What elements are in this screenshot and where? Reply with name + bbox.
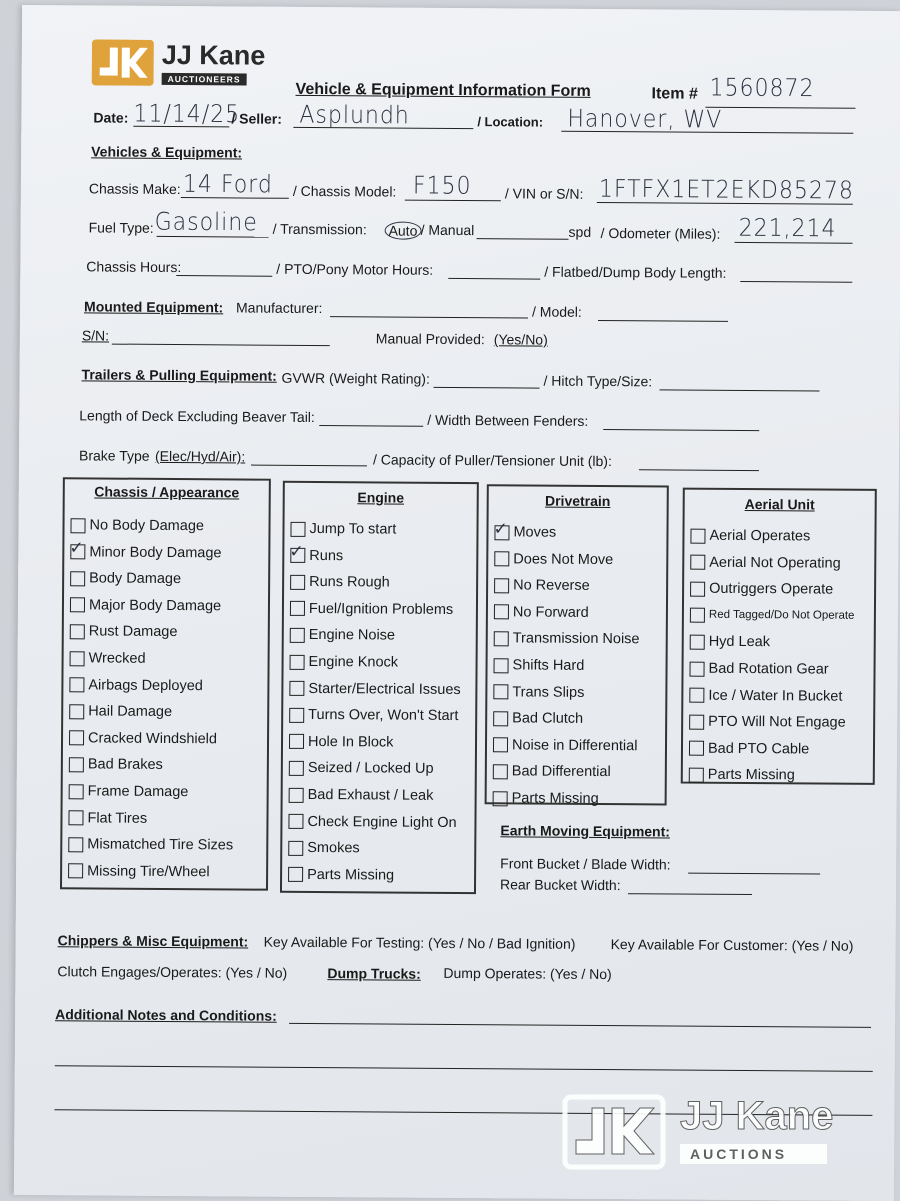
checkbox-label: Red Tagged/Do Not Operate [708,609,855,623]
checkbox[interactable] [289,787,304,802]
checkbox-label: Body Damage [89,570,182,588]
checkbox-label: Moves [513,524,557,541]
chassis-item [68,836,233,853]
checkbox[interactable] [69,704,84,719]
manufacturer-label: Manufacturer: [236,299,323,317]
brand-subtitle: AUCTIONEERS [162,73,247,86]
gvwr-label: GVWR (Weight Rating): [281,369,430,387]
checkbox-label: Hole In Block [307,733,394,751]
engine-item [290,521,396,538]
dump-trucks-heading: Dump Trucks: [327,965,421,982]
chippers-heading: Chippers & Misc Equipment: [57,932,249,950]
checkbox[interactable] [690,555,705,570]
checkbox[interactable] [288,841,303,856]
checkbox[interactable] [494,605,509,620]
engine-box-title: Engine [357,489,405,506]
aerial-box-title: Aerial Unit [744,495,815,513]
engine-item [289,734,394,751]
checkbox[interactable] [689,741,704,756]
checkbox[interactable] [493,764,508,779]
checkbox[interactable] [288,814,303,829]
chassis-item [70,650,146,667]
checkbox-label: Rust Damage [88,623,178,641]
checkbox-label: Minor Body Damage [89,544,222,561]
transmission-label: / Transmission: [272,220,367,238]
engine-item [290,654,399,671]
drivetrain-item [493,790,599,807]
checkbox-label: Jump To start [309,520,397,538]
drivetrain-box-title: Drivetrain [544,492,611,510]
engine-item [289,680,460,697]
checkbox[interactable] [690,581,705,596]
check-mark-icon: ✓ [493,518,508,539]
fender-width-label: / Width Between Fenders: [427,411,589,429]
checkbox[interactable] [70,624,85,639]
dump-operates-label: Dump Operates: (Yes / No) [443,964,612,983]
checkbox-label: Runs [309,547,344,564]
watermark-subtitle: AUCTIONS [680,1144,827,1164]
drivetrain-item [493,518,557,541]
checkbox[interactable] [290,628,305,643]
form-title: Vehicle & Equipment Information Form [295,80,591,100]
checkbox-label: Runs Rough [309,574,390,591]
aerial-item [690,528,810,545]
chassis-item [70,597,221,614]
chassis-model-value: F150 [412,172,472,201]
chassis-make-label: Chassis Make: [88,180,181,198]
checkbox-label: Shifts Hard [512,657,585,674]
chassis-item [70,570,181,587]
model-label: / Model: [531,303,582,320]
checkbox-label: Ice / Water In Bucket [708,687,843,705]
item-number: 1560872 [709,74,815,103]
checkbox[interactable] [68,810,83,825]
checkbox-label: Bad Exhaust / Leak [307,786,434,804]
aerial-item [690,607,855,623]
vehicles-heading: Vehicles & Equipment: [91,143,243,161]
checkbox-label: Bad PTO Cable [707,740,810,758]
check-mark-icon: ✓ [289,541,304,563]
checkbox[interactable] [289,541,305,563]
notes-heading: Additional Notes and Conditions: [55,1006,277,1024]
vin-label: / VIN or S/N: [504,185,584,202]
checkbox[interactable] [70,571,85,586]
chassis-item [69,703,172,720]
checkbox-label: Transmission Noise [512,630,640,648]
engine-item [290,574,390,591]
checkbox-label: Trans Slips [512,683,585,701]
watermark-brand: JJ Kane [680,1094,834,1138]
pto-hours-label: / PTO/Pony Motor Hours: [276,260,434,278]
checkbox[interactable] [288,867,303,882]
drivetrain-item [494,631,640,648]
engine-item [289,760,434,777]
aerial-unit-box [681,488,877,785]
sn-label: S/N: [81,327,110,344]
aerial-item [689,661,828,678]
checkbox[interactable] [690,528,705,543]
checkbox[interactable] [290,575,305,590]
engine-item [290,627,395,644]
spd-label: spd [568,223,592,240]
checkbox-label: Major Body Damage [88,597,222,615]
deck-length-label: Length of Deck Excluding Beaver Tail: [79,407,315,425]
checkbox-label: Turns Over, Won't Start [308,707,459,725]
checkbox-label: Seized / Locked Up [307,760,434,778]
drivetrain-item [493,737,638,754]
aerial-item [689,687,842,704]
checkbox-label: No Forward [512,604,589,621]
odometer-value: 221,214 [738,214,837,243]
chassis-item [69,783,189,800]
engine-item [290,601,453,618]
checkbox-label: Cracked Windshield [87,730,218,748]
date-label: Date: [93,109,129,126]
checkbox[interactable] [290,601,305,616]
chassis-hours-label: Chassis Hours: [86,258,182,276]
checkbox[interactable] [289,734,304,749]
chassis-box-title: Chassis / Appearance [94,483,240,501]
checkbox-label: Aerial Not Operating [709,554,841,572]
chassis-item [69,757,163,774]
engine-item [289,541,344,564]
trailers-heading: Trailers & Pulling Equipment: [81,366,277,384]
checkbox-label: Aerial Operates [709,527,811,545]
manual-provided-options: (Yes/No) [493,331,548,348]
engine-item [289,707,458,724]
jk-watermark-icon [562,1094,666,1170]
checkbox[interactable] [493,791,508,806]
hitch-label: / Hitch Type/Size: [543,372,653,390]
drivetrain-item [493,710,583,727]
earth-moving-heading: Earth Moving Equipment: [500,822,671,840]
checkbox-label: Wrecked [88,650,146,667]
transmission-manual: / Manual [420,221,475,239]
checkbox[interactable] [69,731,84,746]
drivetrain-item [494,577,590,594]
seller-label: / Seller: [231,110,283,127]
checkbox-label: Smokes [307,840,360,857]
checkbox[interactable] [689,768,704,783]
checkbox[interactable] [70,651,85,666]
chassis-item [69,730,217,747]
chassis-item [68,863,210,880]
checkbox-label: PTO Will Not Engage [708,713,846,731]
chassis-item [68,810,147,827]
checkbox-label: Bad Clutch [512,710,584,728]
odometer-label: / Odometer (Miles): [600,224,721,242]
checkbox[interactable] [69,538,85,559]
checkbox[interactable] [289,708,304,723]
drivetrain-item [494,604,589,621]
chassis-appearance-box [60,477,271,890]
checkbox-label: Engine Knock [308,653,399,671]
drivetrain-item [494,657,585,674]
checkbox-label: Parts Missing [707,767,795,784]
checkbox[interactable] [494,631,509,646]
checkbox[interactable] [494,551,509,566]
vin-value: 1FTFX1ET2EKD85278 [598,175,854,206]
checkbox-label: No Body Damage [89,517,205,535]
checkbox-label: Starter/Electrical Issues [308,680,461,698]
checkbox[interactable] [290,654,305,669]
checkbox[interactable] [689,714,704,729]
checkbox[interactable] [689,688,704,703]
engine-box [280,481,479,894]
checkbox-label: Parts Missing [307,866,395,884]
brake-type-label: Brake Type [78,447,150,464]
seller-value: Asplundh [299,101,410,130]
drivetrain-item [493,684,584,701]
checkbox[interactable] [290,521,305,536]
drivetrain-item [493,764,611,781]
capacity-label: / Capacity of Puller/Tensioner Unit (lb): [372,451,612,470]
date-value: 11/14/25 [133,100,241,129]
chassis-item [69,677,203,694]
checkbox[interactable] [68,864,83,879]
item-label: Item # [651,85,698,103]
rear-bucket-label: Rear Bucket Width: [499,876,621,894]
drivetrain-item [494,551,613,568]
checkbox-label: Mismatched Tire Sizes [87,836,234,854]
manual-provided-label: Manual Provided: [375,330,485,348]
engine-item [289,787,434,804]
chassis-item [70,517,204,534]
chassis-make-value: 14 Ford [182,170,273,199]
transmission-auto: Auto [385,221,422,239]
checkbox-label: Fuel/Ignition Problems [308,600,454,618]
checkbox[interactable] [493,711,508,726]
checkbox-label: Noise in Differential [511,737,638,755]
aerial-item [689,740,809,757]
checkbox-label: Bad Differential [511,763,611,781]
mounted-heading: Mounted Equipment: [84,298,224,316]
flatbed-length-label: / Flatbed/Dump Body Length: [544,263,727,281]
checkbox[interactable] [689,661,704,676]
checkbox[interactable] [690,607,705,622]
checkbox-label: Missing Tire/Wheel [87,863,210,881]
engine-item [288,867,394,884]
fuel-type-label: Fuel Type: [88,219,154,236]
aerial-item [690,634,770,651]
checkbox[interactable] [69,677,84,692]
checkbox[interactable] [70,598,85,613]
checkbox[interactable] [69,784,84,799]
checkbox[interactable] [493,518,509,540]
engine-item [288,840,360,856]
notes-line-1 [55,1065,873,1072]
jjkane-logo [92,39,282,90]
checkbox-label: Hail Damage [88,703,173,721]
brand-name: JJ Kane [161,39,266,71]
key-testing-label: Key Available For Testing: (Yes / No / Bad Ignition) [263,933,576,952]
chassis-item [70,624,178,641]
checkbox-label: Frame Damage [87,783,189,801]
jjkane-watermark [562,1094,882,1174]
checkbox[interactable] [690,635,705,650]
checkbox-label: Parts Missing [511,790,599,807]
location-value: Hanover, WV [567,105,723,135]
jk-logo-icon [92,39,154,85]
checkbox-label: Flat Tires [87,810,148,827]
chassis-model-label: / Chassis Model: [292,182,397,200]
checkbox-label: Airbags Deployed [88,677,203,694]
fuel-type-value: Gasoline [154,208,258,237]
checkbox-label: Bad Rotation Gear [708,660,829,678]
front-bucket-label: Front Bucket / Blade Width: [500,855,671,873]
aerial-item [690,581,833,598]
checkbox[interactable] [70,518,85,533]
location-label: / Location: [477,114,544,130]
checkbox-label: Bad Brakes [87,756,163,774]
drivetrain-box [485,484,669,805]
form-paper [14,5,900,1201]
checkbox[interactable] [494,578,509,593]
key-customer-label: Key Available For Customer: (Yes / No) [610,936,854,954]
checkbox[interactable] [68,837,83,852]
checkbox[interactable] [493,684,508,699]
chassis-item [69,538,222,561]
aerial-item [689,767,795,784]
checkbox-label: No Reverse [513,577,590,595]
checkbox-label: Hyd Leak [708,634,771,651]
checkbox-label: Outriggers Operate [709,580,834,598]
aerial-item [689,714,846,731]
engine-item [288,813,456,830]
check-mark-icon: ✓ [69,538,84,559]
checkbox-label: Check Engine Light On [307,813,457,831]
aerial-item [690,554,840,571]
checkbox[interactable] [494,658,509,673]
brake-type-options: (Elec/Hyd/Air): [154,447,246,465]
checkbox-label: Engine Noise [308,627,396,644]
checkbox-label: Does Not Move [513,550,614,568]
clutch-label: Clutch Engages/Operates: (Yes / No) [57,963,288,981]
checkbox[interactable] [289,681,304,696]
checkbox[interactable] [289,761,304,776]
checkbox[interactable] [493,738,508,753]
checkbox[interactable] [69,757,84,772]
